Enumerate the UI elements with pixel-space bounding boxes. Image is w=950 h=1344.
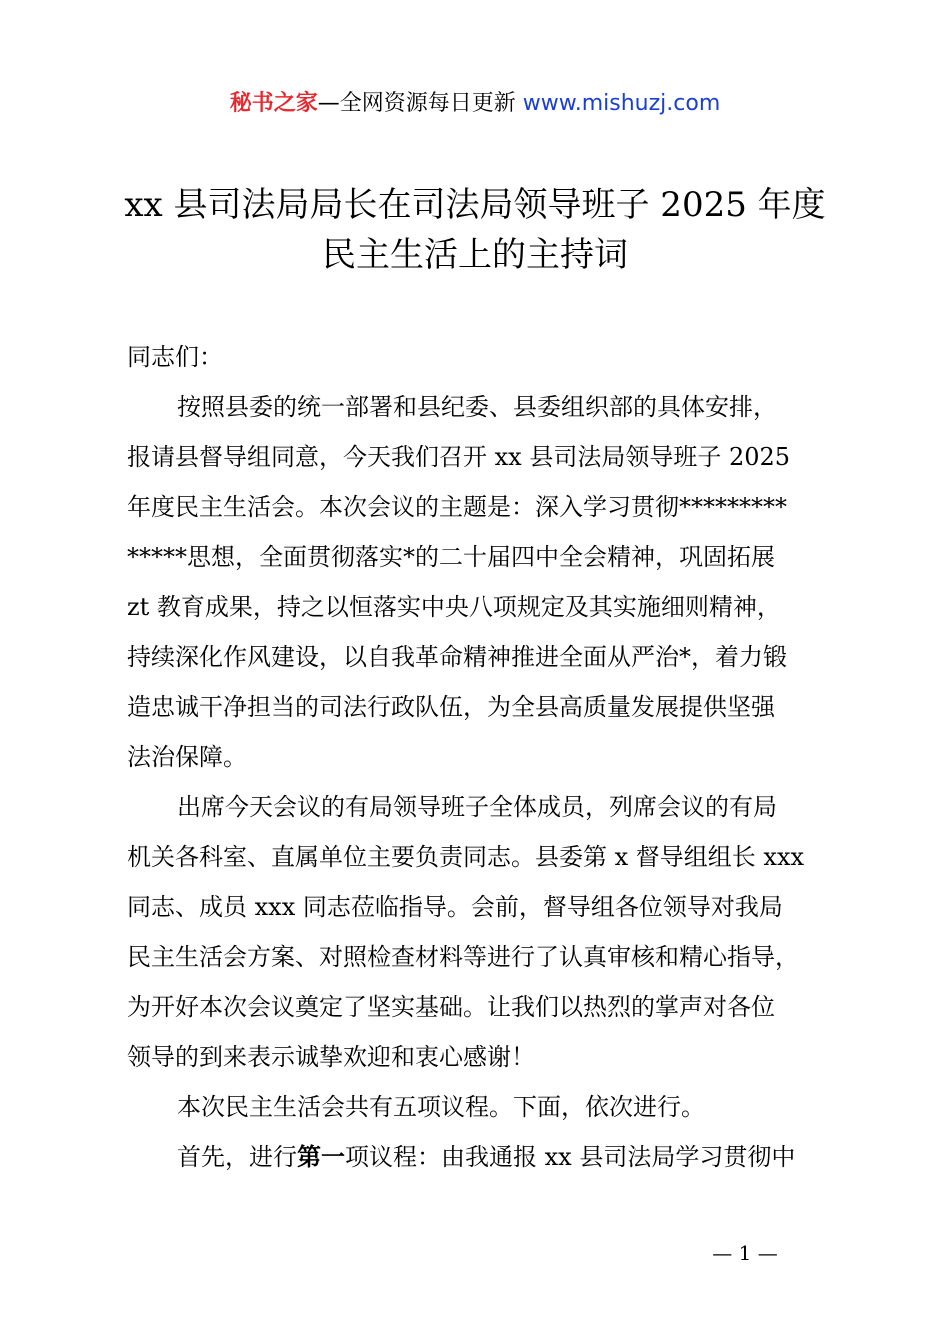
brand-name: 秘书之家 (229, 91, 318, 116)
paragraph-2-line: 机关各科室、直属单位主要负责同志。县委第 x 督导组组长 xxx (127, 843, 805, 871)
paragraph-2-line: 同志、成员 xxx 同志莅临指导。会前，督导组各位领导对我局 (127, 893, 783, 921)
document-title (90, 180, 860, 280)
paragraph-1-line: 年度民主生活会。本次会议的主题是：深入学习贯彻********* (127, 493, 787, 521)
page-number: — 1 — (712, 1241, 778, 1265)
paragraph-1-line: 按照县委的统一部署和县纪委、县委组织部的具体安排， (177, 393, 777, 421)
paragraph-1-line: zt 教育成果，持之以恒落实中央八项规定及其实施细则精神， (127, 593, 781, 621)
paragraph-1-line: 法治保障。 (127, 743, 247, 771)
paragraph-2-line: 为开好本次会议奠定了坚实基础。让我们以热烈的掌声对各位 (127, 993, 775, 1021)
document-body (127, 332, 862, 1182)
paragraph-2-line: 出席今天会议的有局领导班子全体成员，列席会议的有局 (177, 793, 777, 821)
paragraph-4-line (127, 1132, 862, 1182)
paragraph-3: 本次民主生活会共有五项议程。下面，依次进行。 (177, 1093, 705, 1121)
site-header (0, 88, 950, 120)
paragraph-2-line: 领导的到来表示诚挚欢迎和衷心感谢！ (127, 1043, 535, 1071)
title-line-1: xx 县司法局局长在司法局领导班子 2025 年度 (124, 185, 826, 225)
paragraph-1-line: 造忠诚干净担当的司法行政队伍，为全县高质量发展提供坚强 (127, 693, 775, 721)
header-slogan: —全网资源每日更新 (317, 91, 516, 116)
paragraph-4-prefix: 首先，进行 (177, 1143, 297, 1171)
paragraph-1-line: 持续深化作风建设，以自我革命精神推进全面从严治*，着力锻 (127, 643, 787, 671)
paragraph-4-bold: 第一 (297, 1142, 345, 1171)
salutation: 同志们： (127, 343, 223, 371)
paragraph-1-line: *****思想，全面贯彻落实*的二十届四中全会精神，巩固拓展 (127, 543, 775, 571)
site-url-link[interactable]: www.mishuzj.com (522, 91, 721, 116)
paragraph-2-line: 民主生活会方案、对照检查材料等进行了认真审核和精心指导， (127, 943, 799, 971)
paragraph-1-line: 报请县督导组同意，今天我们召开 xx 县司法局领导班子 2025 (127, 443, 791, 471)
paragraph-4-suffix: 项议程：由我通报 xx 县司法局学习贯彻中 (345, 1143, 796, 1171)
title-line-2: 民主生活上的主持词 (322, 235, 628, 275)
